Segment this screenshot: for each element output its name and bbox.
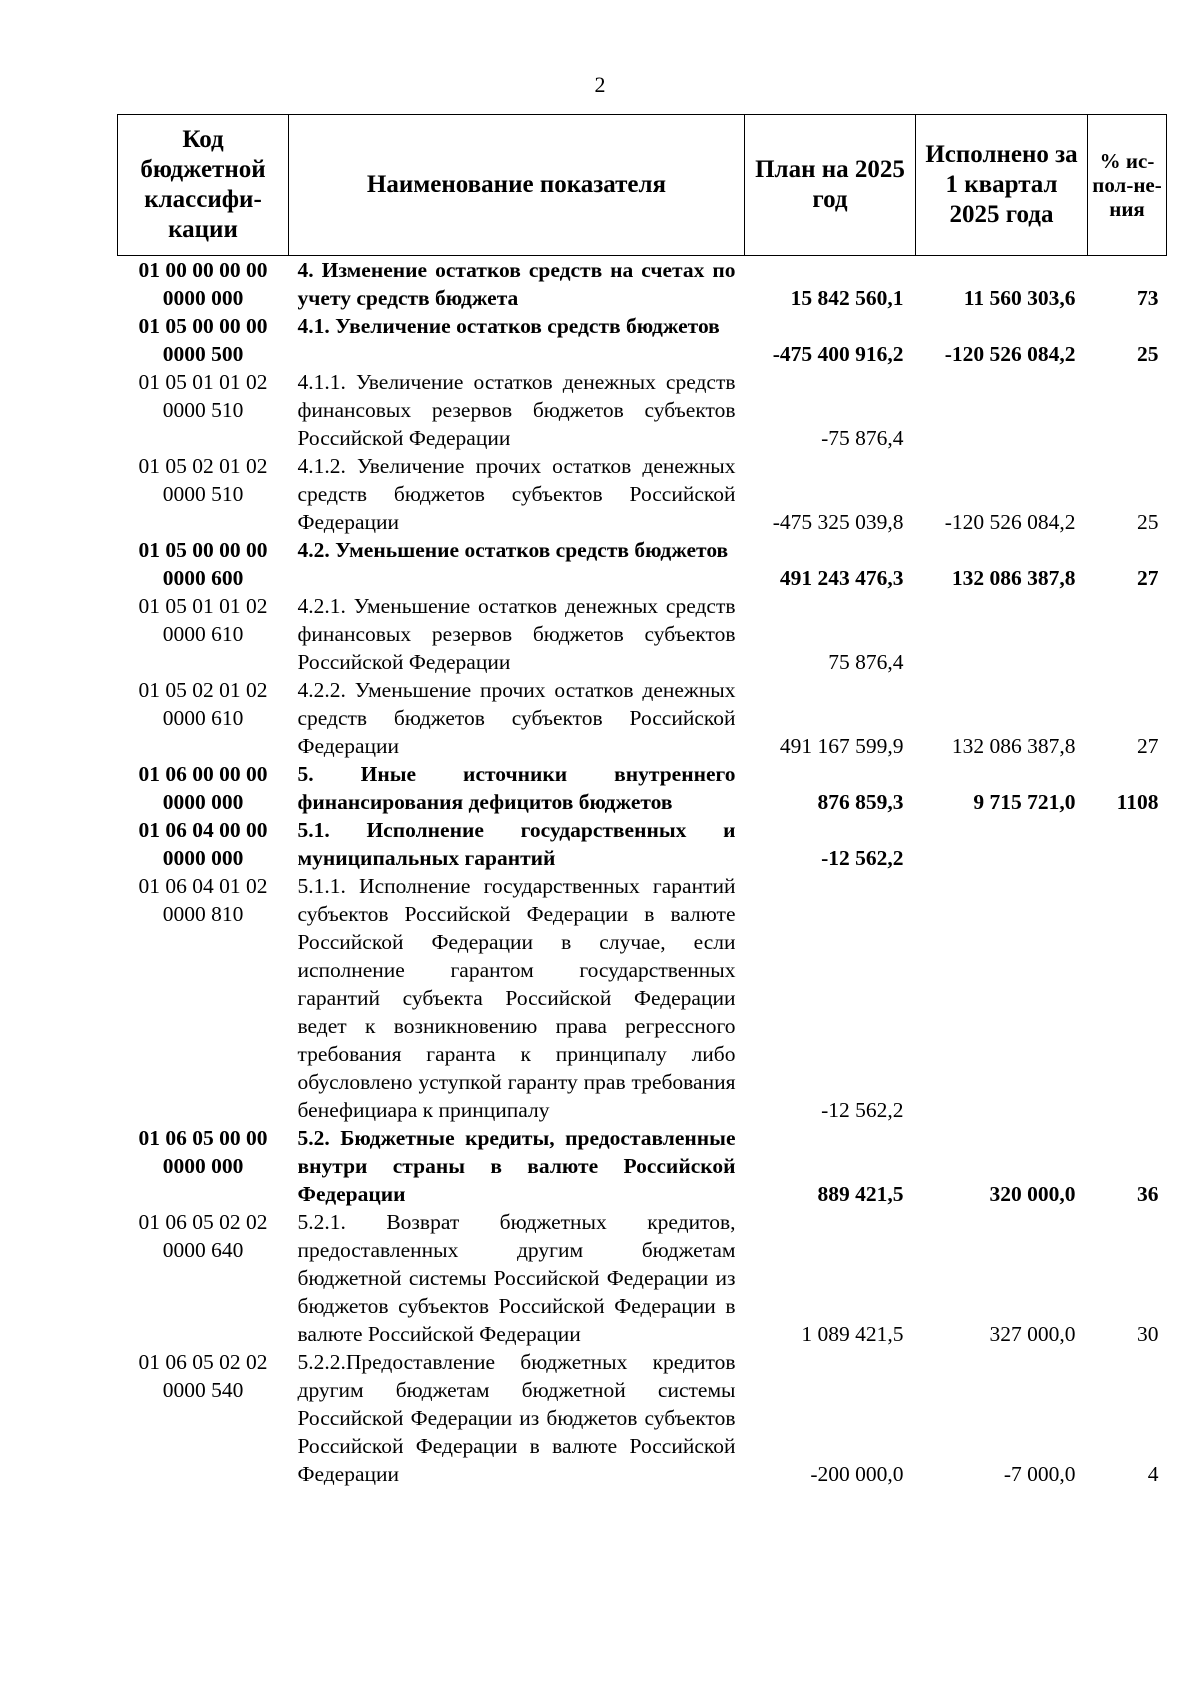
code-line-1: 01 05 02 01 02 — [138, 454, 268, 478]
row-percent: 1108 — [1116, 790, 1159, 814]
row-code — [118, 872, 289, 1124]
code-line-1: 01 05 01 01 02 — [138, 370, 268, 394]
header-percent: % ис-пол-не-ния — [1088, 115, 1167, 256]
row-plan: 876 859,3 — [817, 790, 904, 814]
row-code — [118, 592, 289, 676]
row-code — [118, 1348, 289, 1488]
table-row — [118, 1348, 1167, 1488]
row-plan: -12 562,2 — [821, 846, 904, 870]
row-executed: -7 000,0 — [1003, 1462, 1076, 1486]
table-row — [118, 816, 1167, 872]
row-plan: -12 562,2 — [821, 1098, 904, 1122]
code-line-2: 0000 000 — [162, 1154, 244, 1178]
row-percent — [1088, 592, 1167, 676]
code-line-1: 01 06 00 00 00 — [138, 762, 268, 786]
table-row — [118, 312, 1167, 368]
table-row — [118, 676, 1167, 760]
table-row — [118, 872, 1167, 1124]
row-executed: -120 526 084,2 — [944, 510, 1076, 534]
code-line-1: 01 06 05 02 02 — [138, 1210, 268, 1234]
row-executed: 132 086 387,8 — [951, 734, 1076, 758]
row-name: 4.2.2. Уменьшение прочих остатков денежных средств бюджетов субъектов Российской Федерации — [297, 678, 736, 758]
table-row — [118, 760, 1167, 816]
row-name: 5.2. Бюджетные кредиты, предоставленные внутри страны в валюте Российской Федерации — [297, 1126, 736, 1206]
code-line-1: 01 05 00 00 00 — [138, 538, 268, 562]
code-line-1: 01 05 02 01 02 — [138, 678, 268, 702]
row-plan: 15 842 560,1 — [790, 286, 904, 310]
budget-sources-table — [117, 114, 1167, 1488]
row-code — [118, 452, 289, 536]
code-line-2: 0000 500 — [162, 342, 244, 366]
code-line-2: 0000 000 — [162, 286, 244, 310]
row-name: 5.1.1. Исполнение государственных гарантий субъектов Российской Федерации в валюте Российской Федерации в случае, если исполнение гарантом государственных гарантий субъекта Российской Федерации ведет к возникновению права регрессного требования гаранта к принципалу либо обусловлено уступкой гаранту прав требования бенефициара к принципалу — [297, 874, 736, 1122]
table-row — [118, 368, 1167, 452]
code-line-2: 0000 610 — [162, 622, 244, 646]
code-line-1: 01 05 00 00 00 — [138, 314, 268, 338]
row-plan: 491 243 476,3 — [779, 566, 904, 590]
row-percent: 4 — [1147, 1462, 1159, 1486]
row-executed: 11 560 303,6 — [963, 286, 1076, 310]
table-row — [118, 452, 1167, 536]
code-line-2: 0000 510 — [162, 398, 244, 422]
row-percent: 27 — [1137, 566, 1159, 590]
row-name: 4.2.1. Уменьшение остатков денежных средств финансовых резервов бюджетов субъектов Российской Федерации — [297, 594, 736, 674]
row-name: 4.2. Уменьшение остатков средств бюджетов — [297, 538, 729, 562]
row-code — [118, 676, 289, 760]
row-plan: 1 089 421,5 — [801, 1322, 904, 1346]
row-executed — [916, 592, 1088, 676]
code-line-1: 01 06 05 00 00 — [138, 1126, 268, 1150]
code-line-2: 0000 640 — [162, 1238, 244, 1262]
row-percent: 30 — [1137, 1322, 1159, 1346]
code-line-2: 0000 600 — [162, 566, 244, 590]
header-executed: Исполнено за 1 квартал 2025 года — [916, 115, 1088, 256]
row-percent — [1088, 368, 1167, 452]
row-percent: 27 — [1137, 734, 1159, 758]
row-plan: 75 876,4 — [828, 650, 904, 674]
code-line-2: 0000 510 — [162, 482, 244, 506]
row-executed — [916, 872, 1088, 1124]
row-percent: 25 — [1137, 342, 1159, 366]
row-percent: 25 — [1137, 510, 1159, 534]
row-plan: -475 325 039,8 — [772, 510, 904, 534]
row-code — [118, 816, 289, 872]
table-row — [118, 256, 1167, 313]
row-plan: -75 876,4 — [821, 426, 904, 450]
row-name: 4.1.2. Увеличение прочих остатков денежных средств бюджетов субъектов Российской Федерации — [297, 454, 736, 534]
row-name: 5.2.2.Предоставление бюджетных кредитов другим бюджетам бюджетной системы Российской Федерации из бюджетов субъектов Российской Федерации в валюте Российской Федерации — [297, 1350, 736, 1486]
table-row — [118, 1124, 1167, 1208]
row-plan: 491 167 599,9 — [779, 734, 904, 758]
code-line-2: 0000 540 — [162, 1378, 244, 1402]
row-percent — [1088, 872, 1167, 1124]
header-code: Код бюджетной классифи-кации — [118, 115, 289, 256]
table-header — [118, 115, 1167, 256]
code-line-2: 0000 000 — [162, 846, 244, 870]
row-name: 5. Иные источники внутреннего финансирования дефицитов бюджетов — [297, 762, 736, 814]
row-executed — [916, 368, 1088, 452]
row-percent: 73 — [1137, 286, 1159, 310]
row-percent — [1088, 816, 1167, 872]
row-executed: 327 000,0 — [989, 1322, 1076, 1346]
row-name: 4.1.1. Увеличение остатков денежных средств финансовых резервов бюджетов субъектов Российской Федерации — [297, 370, 736, 450]
table-row — [118, 536, 1167, 592]
page-number: 2 — [594, 72, 606, 97]
row-plan: -475 400 916,2 — [772, 342, 904, 366]
code-line-1: 01 05 01 01 02 — [138, 594, 268, 618]
row-executed: 320 000,0 — [989, 1182, 1076, 1206]
table-row — [118, 592, 1167, 676]
row-plan: 889 421,5 — [817, 1182, 904, 1206]
row-code — [118, 368, 289, 452]
row-code — [118, 536, 289, 592]
table-body — [118, 256, 1167, 1489]
row-name: 4. Изменение остатков средств на счетах по учету средств бюджета — [297, 258, 736, 310]
header-name: Наименование показателя — [289, 115, 745, 256]
row-name: 4.1. Увеличение остатков средств бюджетов — [297, 314, 720, 338]
table-row — [118, 1208, 1167, 1348]
row-code — [118, 1208, 289, 1348]
row-percent: 36 — [1137, 1182, 1159, 1206]
code-line-1: 01 00 00 00 00 — [138, 258, 268, 282]
row-executed: 132 086 387,8 — [951, 566, 1076, 590]
row-name: 5.2.1. Возврат бюджетных кредитов, предоставленных другим бюджетам бюджетной системы Российской Федерации из бюджетов субъектов Российской Федерации в валюте Российской Федерации — [297, 1210, 736, 1346]
row-code — [118, 1124, 289, 1208]
row-executed — [916, 816, 1088, 872]
code-line-2: 0000 610 — [162, 706, 244, 730]
code-line-1: 01 06 05 02 02 — [138, 1350, 268, 1374]
row-code — [118, 312, 289, 368]
row-code — [118, 760, 289, 816]
code-line-2: 0000 810 — [162, 902, 244, 926]
row-plan: -200 000,0 — [810, 1462, 904, 1486]
row-code — [118, 256, 289, 313]
code-line-1: 01 06 04 00 00 — [138, 818, 268, 842]
row-name: 5.1. Исполнение государственных и муниципальных гарантий — [297, 818, 736, 870]
header-plan: План на 2025 год — [745, 115, 916, 256]
code-line-2: 0000 000 — [162, 790, 244, 814]
row-executed: -120 526 084,2 — [944, 342, 1076, 366]
row-executed: 9 715 721,0 — [973, 790, 1076, 814]
code-line-1: 01 06 04 01 02 — [138, 874, 268, 898]
